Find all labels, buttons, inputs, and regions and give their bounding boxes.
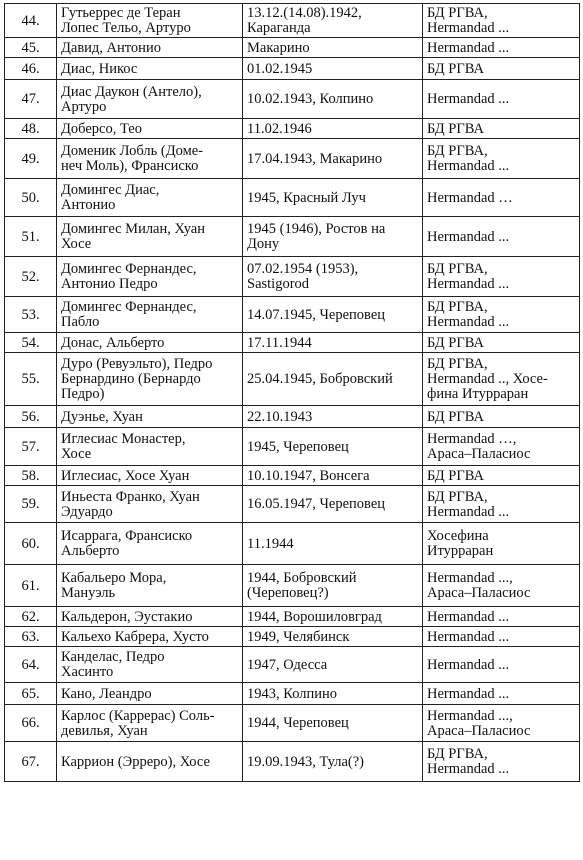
- death-date-place-cell: [243, 486, 423, 523]
- source-reference-line: БД РГВА: [427, 60, 484, 77]
- person-name-line: Хасинто: [61, 664, 114, 680]
- row-number: 60.: [5, 523, 57, 565]
- row-number: 45.: [5, 38, 57, 58]
- table-row: [5, 742, 580, 782]
- death-date-place-cell: [243, 627, 423, 647]
- person-name-line: Доберсо, Тео: [61, 120, 142, 137]
- source-reference-line: Hermandad ...: [427, 761, 510, 777]
- source-reference-line: Hermandad …: [427, 189, 513, 206]
- person-name-line: Гутьеррес де Теран: [61, 5, 181, 21]
- table-row: [5, 217, 580, 257]
- table-row: [5, 4, 580, 38]
- death-date-place-line: 1944, Череповец: [247, 715, 349, 731]
- death-date-place-cell: [243, 4, 423, 38]
- person-name-line: Педро): [61, 386, 105, 402]
- person-name-line: Иглесиас, Хосе Хуан: [61, 467, 190, 484]
- source-reference-cell: [423, 466, 580, 486]
- row-number: 56.: [5, 406, 57, 428]
- person-name-cell: [57, 607, 243, 627]
- table-row: [5, 58, 580, 80]
- source-reference-line: Hermandad ...: [427, 503, 510, 520]
- table-row: [5, 257, 580, 297]
- table-row: [5, 139, 580, 179]
- row-number: 64.: [5, 647, 57, 683]
- source-reference-line: БД РГВА,: [427, 746, 488, 762]
- person-name-line: Дуро (Ревуэльто), Педро: [61, 356, 213, 372]
- source-reference-line: Hermandad ...: [427, 158, 510, 174]
- death-date-place-line: 14.07.1945, Череповец: [247, 306, 386, 323]
- person-name-cell: [57, 333, 243, 353]
- person-name-line: Пабло: [61, 314, 100, 330]
- death-date-place-cell: [243, 297, 423, 333]
- row-number: 57.: [5, 428, 57, 466]
- death-date-place-line: 1945, Череповец: [247, 438, 349, 455]
- source-reference-line: Hermandad ...: [427, 91, 510, 107]
- source-reference-cell: [423, 80, 580, 119]
- person-name-cell: [57, 217, 243, 257]
- source-reference-line: БД РГВА,: [427, 356, 488, 372]
- death-date-place-line: (Череповец?): [247, 585, 329, 601]
- row-number: 63.: [5, 627, 57, 647]
- death-date-place-line: 17.04.1943, Макарино: [247, 150, 383, 167]
- source-reference-line: Хосефина: [427, 528, 489, 544]
- source-reference-cell: [423, 217, 580, 257]
- death-date-place-cell: [243, 705, 423, 742]
- table-row: [5, 466, 580, 486]
- registry-table: [4, 3, 580, 782]
- source-reference-line: БД РГВА: [427, 334, 484, 351]
- person-name-line: Донас, Альберто: [61, 334, 165, 351]
- person-name-line: Домингес Диас,: [61, 182, 160, 198]
- person-name-cell: [57, 80, 243, 119]
- table-row: [5, 38, 580, 58]
- source-reference-line: БД РГВА,: [427, 488, 488, 505]
- death-date-place-cell: [243, 139, 423, 179]
- source-reference-line: Араса–Паласиос: [427, 722, 531, 739]
- person-name-line: Эдуардо: [61, 503, 113, 520]
- table-row: [5, 683, 580, 705]
- row-number: 50.: [5, 179, 57, 217]
- person-name-cell: [57, 486, 243, 523]
- source-reference-cell: [423, 607, 580, 627]
- person-name-cell: [57, 38, 243, 58]
- person-name-cell: [57, 353, 243, 406]
- death-date-place-line: 10.10.1947, Вонсега: [247, 467, 370, 484]
- source-reference-cell: [423, 523, 580, 565]
- person-name-cell: [57, 466, 243, 486]
- source-reference-line: БД РГВА,: [427, 299, 488, 315]
- person-name-line: Антонио: [61, 197, 116, 213]
- source-reference-cell: [423, 486, 580, 523]
- death-date-place-cell: [243, 406, 423, 428]
- death-date-place-cell: [243, 217, 423, 257]
- source-reference-line: Hermandad ...: [427, 276, 510, 292]
- row-number: 66.: [5, 705, 57, 742]
- table-row: [5, 607, 580, 627]
- person-name-line: Артуро: [61, 98, 107, 115]
- death-date-place-cell: [243, 428, 423, 466]
- source-reference-line: Араса–Паласиос: [427, 585, 531, 601]
- person-name-line: Диас, Никос: [61, 60, 138, 77]
- table-row: [5, 353, 580, 406]
- source-reference-cell: [423, 139, 580, 179]
- death-date-place-line: 1945 (1946), Ростов на: [247, 221, 386, 237]
- row-number: 53.: [5, 297, 57, 333]
- person-name-line: Иглесиас Монастер,: [61, 431, 186, 447]
- death-date-place-cell: [243, 179, 423, 217]
- source-reference-line: Hermandad ...,: [427, 570, 513, 586]
- death-date-place-line: 07.02.1954 (1953),: [247, 261, 359, 277]
- person-name-line: девилья, Хуан: [61, 722, 148, 739]
- row-number: 47.: [5, 80, 57, 119]
- row-number: 58.: [5, 466, 57, 486]
- person-name-cell: [57, 742, 243, 782]
- death-date-place-line: 22.10.1943: [247, 408, 313, 425]
- source-reference-line: Hermandad ...: [427, 685, 510, 702]
- death-date-place-cell: [243, 565, 423, 607]
- source-reference-cell: [423, 353, 580, 406]
- person-name-line: Домингес Милан, Хуан: [61, 221, 205, 237]
- person-name-cell: [57, 4, 243, 38]
- source-reference-line: Hermandad ...: [427, 20, 510, 36]
- source-reference-line: Hermandad ...: [427, 656, 510, 673]
- person-name-line: Канделас, Педро: [61, 649, 165, 665]
- source-reference-line: БД РГВА,: [427, 143, 488, 159]
- row-number: 54.: [5, 333, 57, 353]
- source-reference-line: Hermandad ...: [427, 228, 510, 245]
- person-name-cell: [57, 428, 243, 466]
- death-date-place-cell: [243, 333, 423, 353]
- death-date-place-line: 19.09.1943, Тула(?): [247, 753, 365, 770]
- source-reference-line: Hermandad ...: [427, 628, 510, 645]
- source-reference-cell: [423, 4, 580, 38]
- person-name-cell: [57, 565, 243, 607]
- source-reference-line: БД РГВА,: [427, 5, 488, 21]
- row-number: 52.: [5, 257, 57, 297]
- source-reference-line: Hermandad ...,: [427, 707, 513, 724]
- person-name-cell: [57, 119, 243, 139]
- person-name-line: Дуэнье, Хуан: [61, 408, 143, 425]
- source-reference-cell: [423, 179, 580, 217]
- person-name-line: Хосе: [61, 236, 92, 252]
- source-reference-cell: [423, 58, 580, 80]
- death-date-place-line: Дону: [247, 236, 280, 252]
- person-name-line: Кабальеро Мора,: [61, 570, 167, 586]
- death-date-place-cell: [243, 257, 423, 297]
- source-reference-cell: [423, 297, 580, 333]
- table-row: [5, 333, 580, 353]
- person-name-cell: [57, 683, 243, 705]
- table-row: [5, 647, 580, 683]
- source-reference-line: Hermandad .., Хосе-: [427, 371, 548, 387]
- row-number: 51.: [5, 217, 57, 257]
- source-reference-line: БД РГВА,: [427, 261, 488, 277]
- death-date-place-line: 10.02.1943, Колпино: [247, 91, 374, 107]
- person-name-line: Исаррага, Франсиско: [61, 528, 193, 544]
- table-row: [5, 705, 580, 742]
- row-number: 62.: [5, 607, 57, 627]
- person-name-cell: [57, 297, 243, 333]
- person-name-cell: [57, 58, 243, 80]
- person-name-cell: [57, 523, 243, 565]
- registry-table-body: [5, 4, 580, 782]
- person-name-line: неч Моль), Франсиско: [61, 158, 199, 174]
- source-reference-line: БД РГВА: [427, 467, 484, 484]
- source-reference-cell: [423, 428, 580, 466]
- source-reference-cell: [423, 257, 580, 297]
- source-reference-line: БД РГВА: [427, 120, 484, 137]
- death-date-place-line: 17.11.1944: [247, 334, 312, 351]
- source-reference-cell: [423, 683, 580, 705]
- death-date-place-line: 1944, Ворошиловград: [247, 608, 382, 625]
- death-date-place-line: 13.12.(14.08).1942,: [247, 5, 362, 21]
- row-number: 67.: [5, 742, 57, 782]
- death-date-place-line: 1944, Бобровский: [247, 570, 357, 586]
- source-reference-cell: [423, 119, 580, 139]
- death-date-place-line: 1945, Красный Луч: [247, 189, 366, 206]
- death-date-place-cell: [243, 466, 423, 486]
- death-date-place-cell: [243, 353, 423, 406]
- person-name-line: Иньеста Франко, Хуан: [61, 488, 200, 505]
- person-name-cell: [57, 627, 243, 647]
- source-reference-cell: [423, 647, 580, 683]
- death-date-place-cell: [243, 607, 423, 627]
- death-date-place-line: 11.1944: [247, 535, 294, 552]
- source-reference-cell: [423, 742, 580, 782]
- table-row: [5, 119, 580, 139]
- person-name-line: Доменик Лобль (Доме-: [61, 143, 204, 159]
- death-date-place-line: 1947, Одесса: [247, 656, 328, 673]
- source-reference-line: Итурраран: [427, 543, 494, 559]
- death-date-place-cell: [243, 80, 423, 119]
- source-reference-cell: [423, 333, 580, 353]
- person-name-line: Карлос (Каррерас) Соль-: [61, 707, 215, 724]
- table-row: [5, 179, 580, 217]
- death-date-place-cell: [243, 742, 423, 782]
- person-name-line: Давид, Антонио: [61, 39, 161, 56]
- death-date-place-cell: [243, 647, 423, 683]
- source-reference-cell: [423, 406, 580, 428]
- source-reference-line: фина Итурраран: [427, 386, 529, 402]
- person-name-line: Кано, Леандро: [61, 685, 152, 702]
- source-reference-line: Hermandad ...: [427, 608, 510, 625]
- table-row: [5, 297, 580, 333]
- person-name-line: Хосе: [61, 446, 92, 462]
- source-reference-line: Hermandad ...: [427, 314, 510, 330]
- death-date-place-line: 01.02.1945: [247, 60, 313, 77]
- death-date-place-line: 1943, Колпино: [247, 685, 338, 702]
- person-name-cell: [57, 179, 243, 217]
- person-name-line: Каррион (Эрреро), Хосе: [61, 753, 210, 770]
- table-row: [5, 486, 580, 523]
- death-date-place-cell: [243, 523, 423, 565]
- row-number: 44.: [5, 4, 57, 38]
- person-name-line: Лопес Тельо, Артуро: [61, 20, 191, 36]
- death-date-place-line: 11.02.1946: [247, 120, 312, 137]
- source-reference-line: Араса–Паласиос: [427, 446, 531, 462]
- person-name-cell: [57, 647, 243, 683]
- death-date-place-line: Макарино: [247, 39, 310, 56]
- death-date-place-line: 25.04.1945, Бобровский: [247, 371, 393, 387]
- person-name-cell: [57, 406, 243, 428]
- death-date-place-line: 1949, Челябинск: [247, 628, 350, 645]
- row-number: 55.: [5, 353, 57, 406]
- row-number: 46.: [5, 58, 57, 80]
- death-date-place-cell: [243, 58, 423, 80]
- source-reference-line: Hermandad …,: [427, 431, 517, 447]
- row-number: 49.: [5, 139, 57, 179]
- person-name-line: Кальдерон, Эустакио: [61, 608, 193, 625]
- person-name-line: Мануэль: [61, 585, 116, 601]
- death-date-place-cell: [243, 683, 423, 705]
- person-name-cell: [57, 139, 243, 179]
- row-number: 59.: [5, 486, 57, 523]
- person-name-line: Антонио Педро: [61, 276, 158, 292]
- death-date-place-cell: [243, 38, 423, 58]
- death-date-place-line: Sastigorod: [247, 276, 310, 292]
- row-number: 61.: [5, 565, 57, 607]
- source-reference-cell: [423, 565, 580, 607]
- table-row: [5, 627, 580, 647]
- person-name-cell: [57, 705, 243, 742]
- table-row: [5, 406, 580, 428]
- person-name-line: Домингес Фернандес,: [61, 299, 197, 315]
- death-date-place-line: 16.05.1947, Череповец: [247, 496, 386, 512]
- death-date-place-line: Караганда: [247, 20, 311, 36]
- source-reference-line: Hermandad ...: [427, 39, 510, 56]
- source-reference-line: БД РГВА: [427, 408, 484, 425]
- row-number: 48.: [5, 119, 57, 139]
- person-name-line: Кальехо Кабрера, Хусто: [61, 628, 209, 645]
- person-name-line: Диас Даукон (Антело),: [61, 83, 202, 100]
- table-row: [5, 523, 580, 565]
- source-reference-cell: [423, 627, 580, 647]
- person-name-cell: [57, 257, 243, 297]
- person-name-line: Альберто: [61, 543, 120, 559]
- table-row: [5, 80, 580, 119]
- table-row: [5, 565, 580, 607]
- person-name-line: Бернардино (Бернардо: [61, 371, 201, 387]
- row-number: 65.: [5, 683, 57, 705]
- table-row: [5, 428, 580, 466]
- person-name-line: Домингес Фернандес,: [61, 261, 197, 277]
- source-reference-cell: [423, 38, 580, 58]
- death-date-place-cell: [243, 119, 423, 139]
- source-reference-cell: [423, 705, 580, 742]
